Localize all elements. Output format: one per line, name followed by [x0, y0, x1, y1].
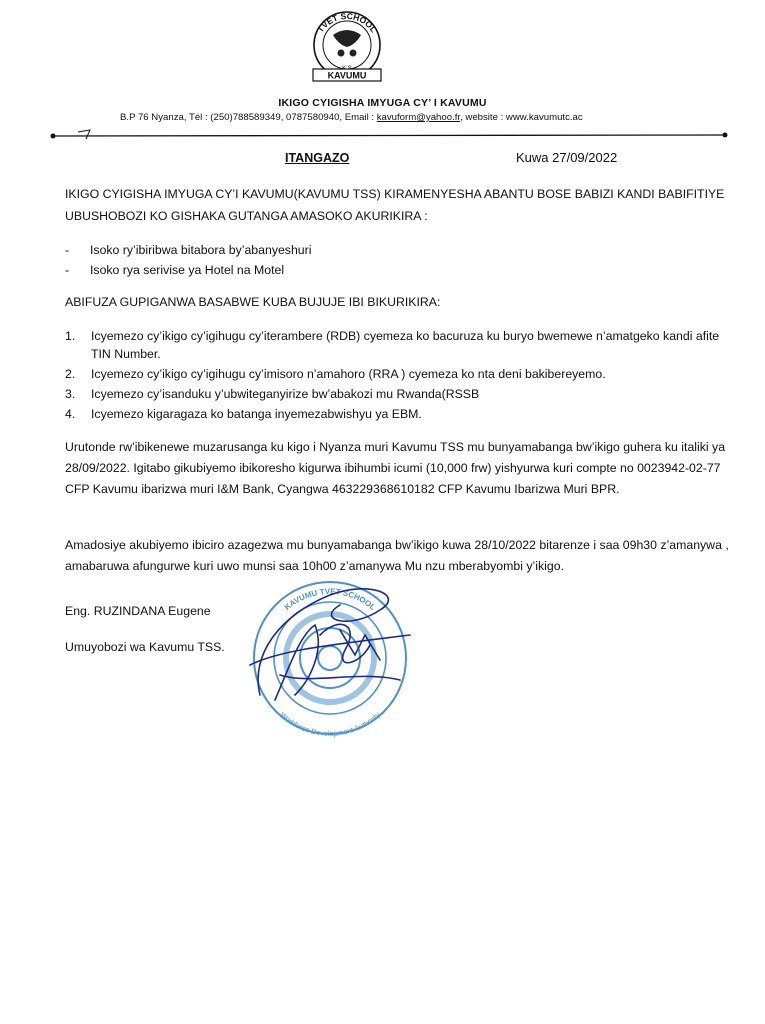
item-number: 2. — [65, 367, 76, 381]
item-text: Icyemezo cy’ikigo cy’igihugu cy’imisoro n’amahoro (RRA ) cyemeza ko nta deni bakibereyemo. — [91, 367, 606, 381]
tender-item-text: Isoko ry’ibiribwa bitabora by’abanyeshuri — [90, 243, 312, 257]
item-text: Icyemezo cy’ikigo cy’igihugu cy’iterambere (RDB) cyemeza ko bacuruza ku buryo bwemewe n’amatgeko kandi afite TIN Number. — [91, 329, 720, 361]
signatory-role: Umuyobozi wa Kavumu TSS. — [65, 640, 225, 654]
logo-banner-text: KAVUMU — [327, 70, 367, 81]
institution-name: IKIGO CYIGISHA IMYUGA CY’ I KAVUMU — [278, 97, 487, 109]
logo-arc-text: TVET SCHOOL — [315, 10, 379, 35]
documents-paragraph: Urutonde rw’ibikenewe muzarusanga ku kigo i Nyanza muri Kavumu TSS mu bunyamabanga bw’ikigo guhera ku italiki ya 28/09/2022. Igitabo gikubiyemo ibikoresho kigurwa ibihumbi icumi (10,000 frw) yishyurwa kuri compte no 0023942-02-77 CFP Kavumu ibarizwa muri I&M Bank, Cyangwa 463229368610182 CFP Kavumu Ibarizwa Muri BPR. — [65, 440, 726, 496]
list-item: - Isoko rya serivise ya Hotel na Motel — [65, 260, 311, 280]
handwritten-signature — [220, 575, 440, 725]
list-item: - Isoko ry’ibiribwa bitabora by’abanyeshuri — [65, 240, 311, 260]
school-logo — [303, 5, 391, 83]
notice-title: ITANGAZO — [285, 151, 350, 165]
signatory-name: Eng. RUZINDANA Eugene — [65, 604, 211, 618]
list-item — [65, 327, 735, 363]
item-text: Icyemezo kigaragaza ko batanga inyemezabwishyu ya EBM. — [91, 407, 422, 421]
item-number: 3. — [65, 387, 76, 401]
deadline-paragraph: Amadosiye akubiyemo ibiciro azagezwa mu bunyamabanga bw’ikigo kuwa 28/10/2022 bitarenze i saa 09h30 z’amanywa , amabaruwa afungurwe kuri uwo munsi saa 10h00 z’amanywa Mu nzu mberabyombi y’ikigo. — [65, 538, 729, 573]
list-item — [65, 405, 735, 423]
stamp-top-text: KAVUMU TVET SCHOOL — [282, 586, 378, 612]
tender-list — [65, 240, 311, 280]
notice-date: Kuwa 27/09/2022 — [516, 150, 618, 165]
item-number: 4. — [65, 407, 76, 421]
stamp-bottom-text: Workforce Development Authority — [278, 710, 382, 738]
contact-suffix: , website : www.kavumutc.ac — [460, 112, 583, 123]
item-text: Icyemezo cy’isanduku y’ubwiteganyirize bw’abakozi mu Rwanda(RSSB — [91, 387, 480, 401]
intro-paragraph: IKIGO CYIGISHA IMYUGA CY’I KAVUMU(KAVUMU TSS) KIRAMENYESHA ABANTU BOSE BABIZI KANDI BABIFITIYE UBUSHOBOZI KO GISHAKA GUTANGA AMASOKO AKURIKIRA : — [65, 187, 725, 223]
list-item — [65, 365, 735, 383]
item-number: 1. — [65, 329, 76, 343]
list-item — [65, 385, 735, 403]
email-link[interactable]: kavuform@yahoo.fr — [376, 112, 461, 123]
requirements-list — [65, 327, 735, 425]
tender-item-text: Isoko rya serivise ya Hotel na Motel — [90, 263, 285, 277]
contact-line — [120, 112, 583, 123]
header-divider — [50, 126, 730, 146]
contact-prefix: B.P 76 Nyanza, Tél : (250)788589349, 0787580940, Email : — [120, 112, 377, 123]
requirements-heading: ABIFUZA GUPIGANWA BASABWE KUBA BUJUJE IBI BIKURIKIRA: — [65, 295, 441, 309]
